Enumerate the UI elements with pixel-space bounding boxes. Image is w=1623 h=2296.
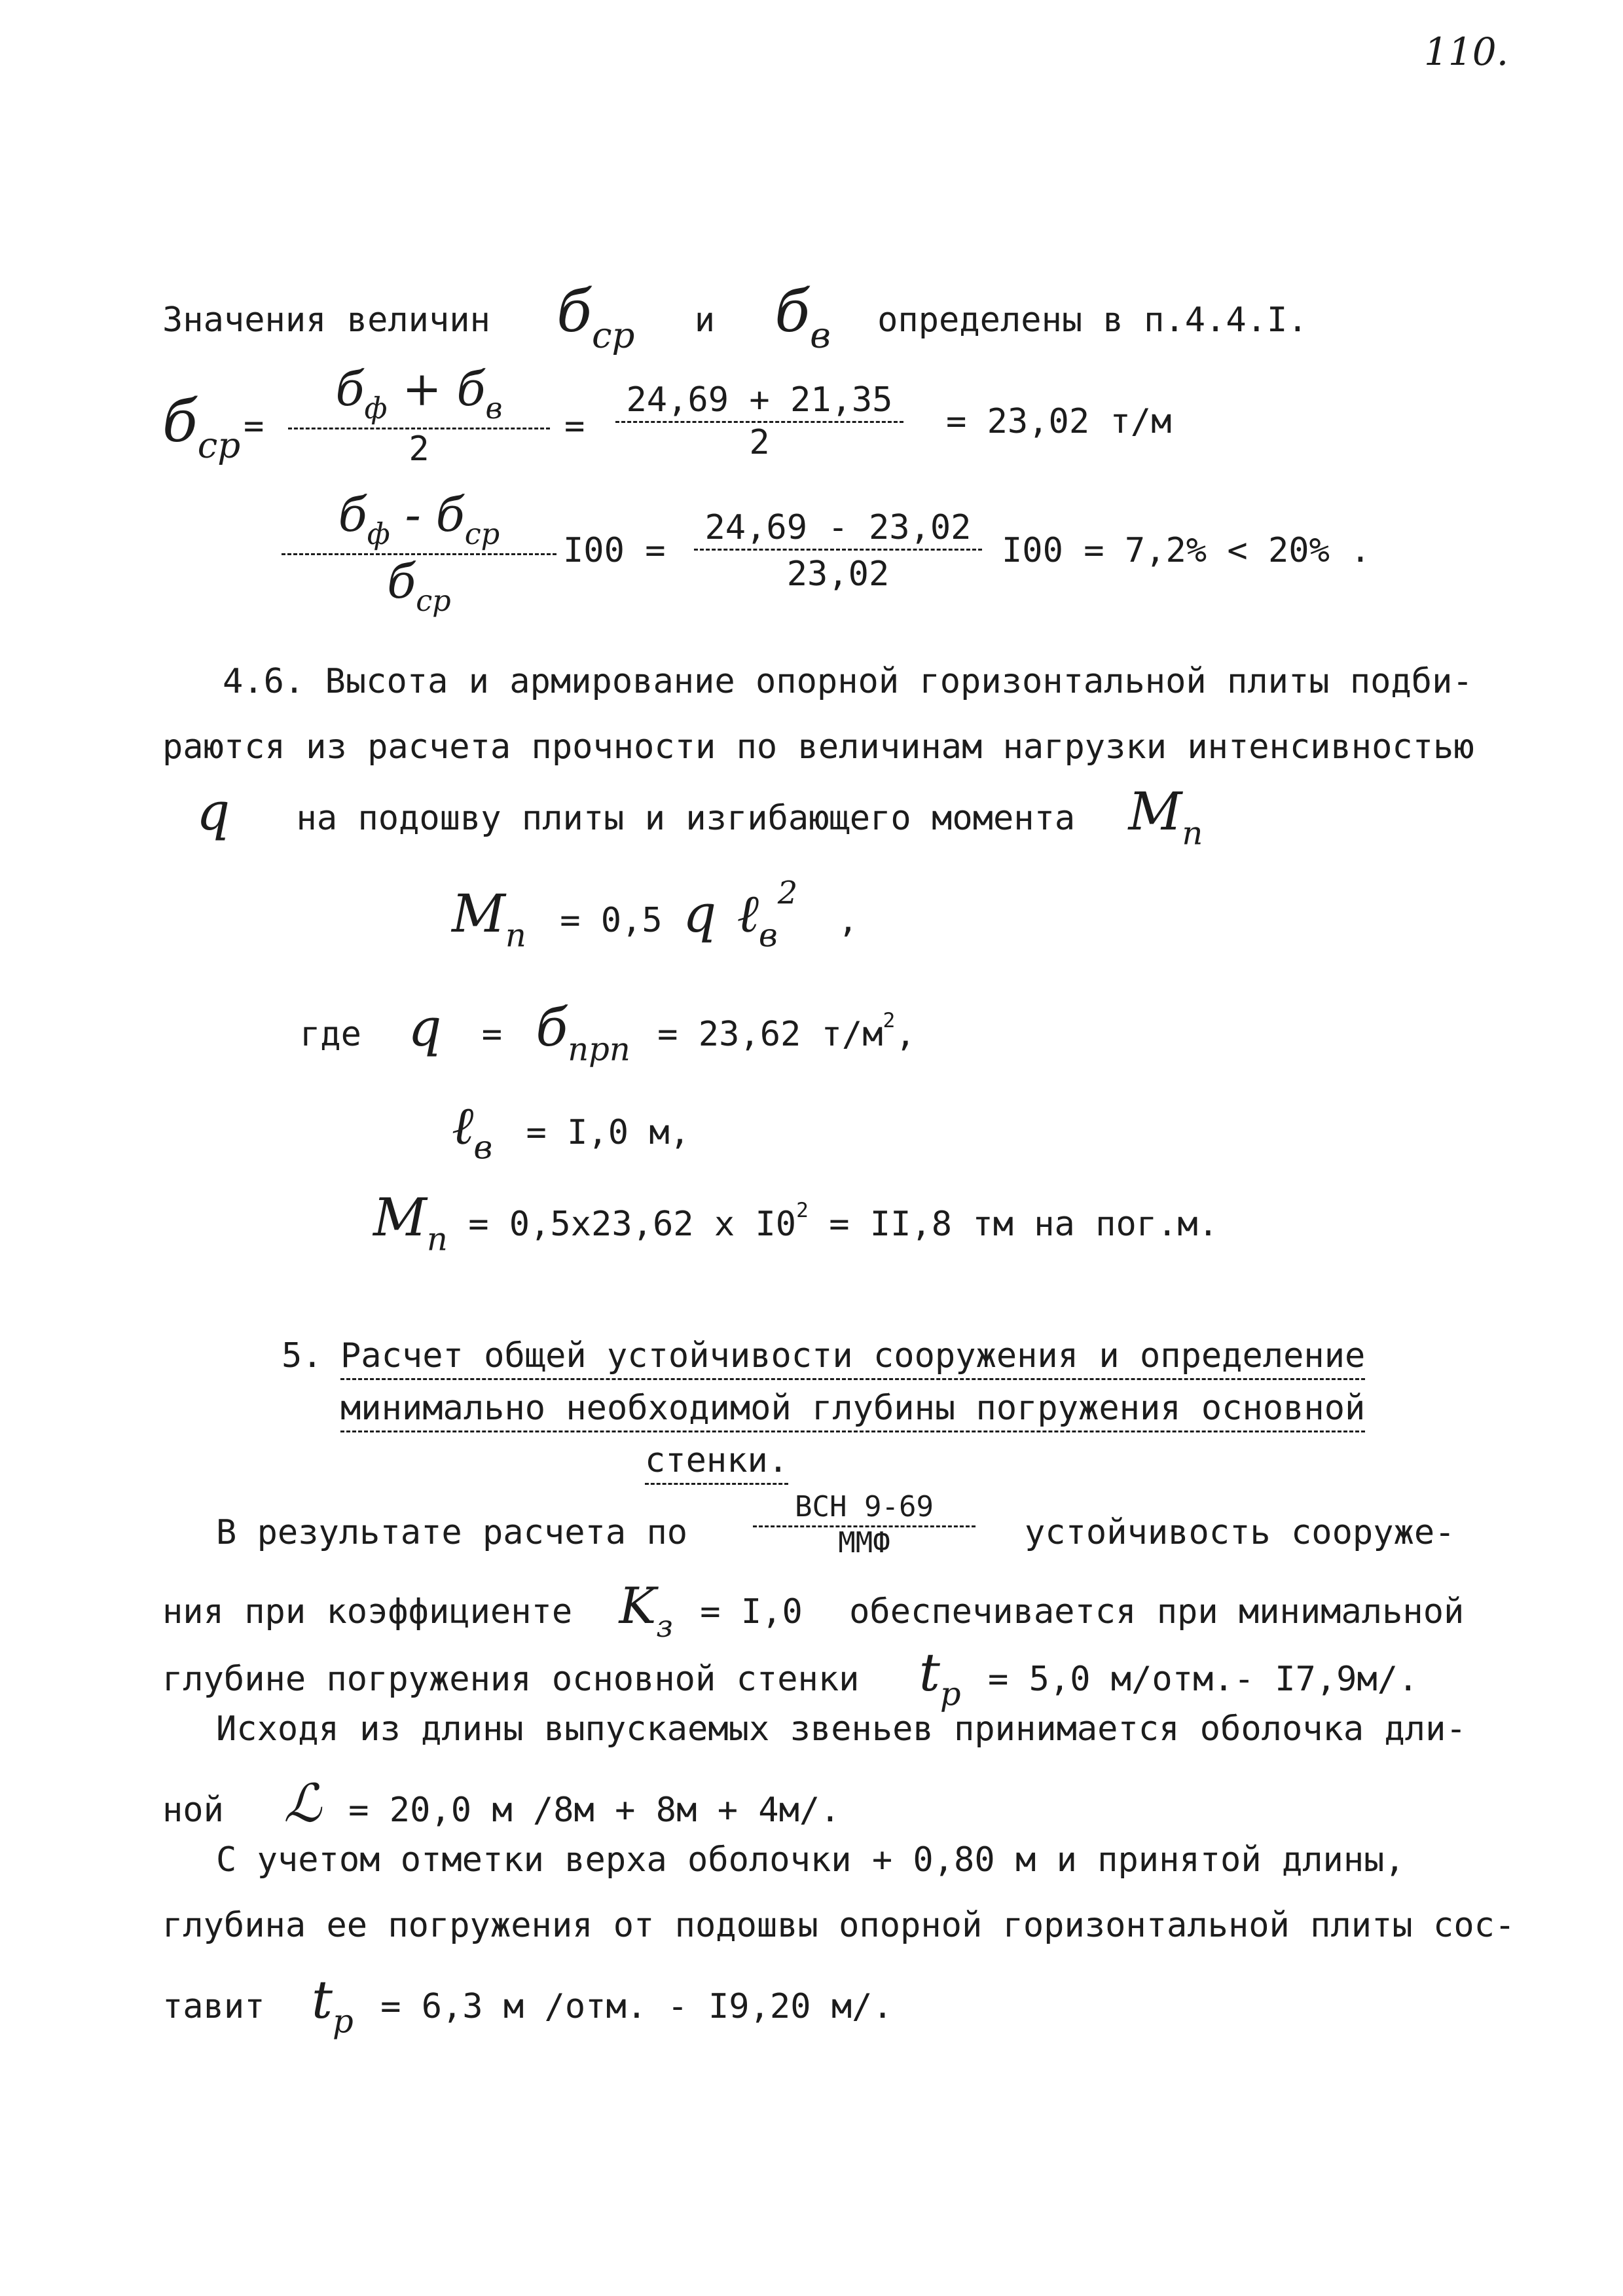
para5-line4: Исходя из длины выпускаемых звеньев принимается оболочка дли- bbox=[216, 1709, 1467, 1749]
section5-title-line2: минимально необходимой глубины погружения основной bbox=[340, 1391, 1365, 1425]
para5-line6: С учетом отметки верха оболочки + 0,80 м и принятой длины, bbox=[216, 1840, 1405, 1880]
section5-title-line1: Расчет общей устойчивости сооружения и определение bbox=[340, 1339, 1365, 1373]
reference-vsn: ВСН 9-69 ММФ bbox=[753, 1493, 976, 1558]
eq1-denominator: 2 bbox=[409, 429, 429, 469]
intro-text-b: и bbox=[694, 301, 716, 340]
eq1-fraction-numeric bbox=[615, 380, 903, 462]
eq1-lhs: $б_{ср}$ bbox=[162, 388, 241, 466]
eq1-numerator-numeric: 24,69 + 21,35 bbox=[615, 383, 903, 423]
q-symbol: q bbox=[196, 781, 230, 842]
eq2-numerator: $б_ф - б_{ср}$ bbox=[282, 491, 556, 555]
eq2-denominator: $б_{ср}$ bbox=[387, 553, 451, 618]
eq2-result: I00 = 7,2% < 20% . bbox=[1002, 531, 1371, 570]
sigma-symbol: $б_в$ bbox=[775, 278, 831, 356]
para46-line1: 4.6. Высота и армирование опорной горизонтальной плиты подби- bbox=[223, 662, 1473, 701]
intro-text-a: Значения величин bbox=[162, 301, 490, 340]
eq1-equals: = bbox=[244, 407, 264, 446]
section5-number: 5. bbox=[282, 1336, 323, 1376]
para5-line8: тавит $t_р = 6,3$ м /отм. - I9,20 м/. bbox=[162, 1969, 893, 2041]
eq1-fraction-symbolic bbox=[288, 361, 550, 469]
sigma-symbol: $б_{ср}$ bbox=[556, 278, 635, 356]
eq1-denominator-numeric: 2 bbox=[749, 423, 770, 462]
para5-line1b: устойчивость сооруже- bbox=[1025, 1513, 1455, 1552]
eq2-denominator-numeric: 23,02 bbox=[786, 555, 890, 594]
eq1-numerator: $б_ф + б_в$ bbox=[288, 365, 550, 429]
eq2-fraction-numeric bbox=[694, 508, 982, 594]
moment-symbol: $M_п$ bbox=[1128, 781, 1203, 852]
eq2-numerator-numeric: 24,69 - 23,02 bbox=[694, 511, 982, 551]
where-q-line: где $q = б_{прп} = 23,62$ $т/м^2$, bbox=[300, 997, 916, 1068]
para5-line2: ния при коэффициенте $K_з = I,0$ обеспечивается при минимальной bbox=[162, 1576, 1465, 1645]
intro-text-c: определены в п.4.4.I. bbox=[877, 301, 1308, 340]
moment-result: $M_п = 0,5x23,62$ x $I0^2 = II,8$ тм на пог.м. bbox=[373, 1187, 1219, 1258]
para5-line1a: В результате расчета по bbox=[216, 1513, 688, 1552]
section5-title-line3: стенки. bbox=[645, 1444, 788, 1478]
formula-moment: $M_п = 0,5$ q ℓ$_в^2$ , bbox=[452, 875, 858, 955]
para5-line7: глубина ее погружения от подошвы опорной горизонтальной плиты сос- bbox=[162, 1906, 1516, 1945]
eq1-result: = 23,02 т/м bbox=[946, 402, 1172, 441]
intro-line bbox=[162, 278, 1308, 356]
para5-line3: глубине погружения основной стенки $t_р = 5,0$ м/отм.- I7,9м/. bbox=[162, 1642, 1419, 1713]
para5-line5: ной ℒ = 20,0 м /8м + 8м + 4м/. bbox=[162, 1773, 841, 1834]
where-l-line: ℓ$_в$ = I,0 м, bbox=[452, 1095, 690, 1167]
eq2-multiplier: I00 = bbox=[563, 531, 666, 570]
para46-line3: q на подошву плиты и изгибающего момента $M_п$ bbox=[196, 781, 1203, 852]
page-number: 110. bbox=[1424, 29, 1509, 74]
para46-line2: раются из расчета прочности по величинам нагрузки интенсивностью bbox=[162, 727, 1474, 767]
eq2-fraction-symbolic bbox=[282, 487, 556, 618]
eq1-equals-2: = bbox=[564, 407, 585, 446]
